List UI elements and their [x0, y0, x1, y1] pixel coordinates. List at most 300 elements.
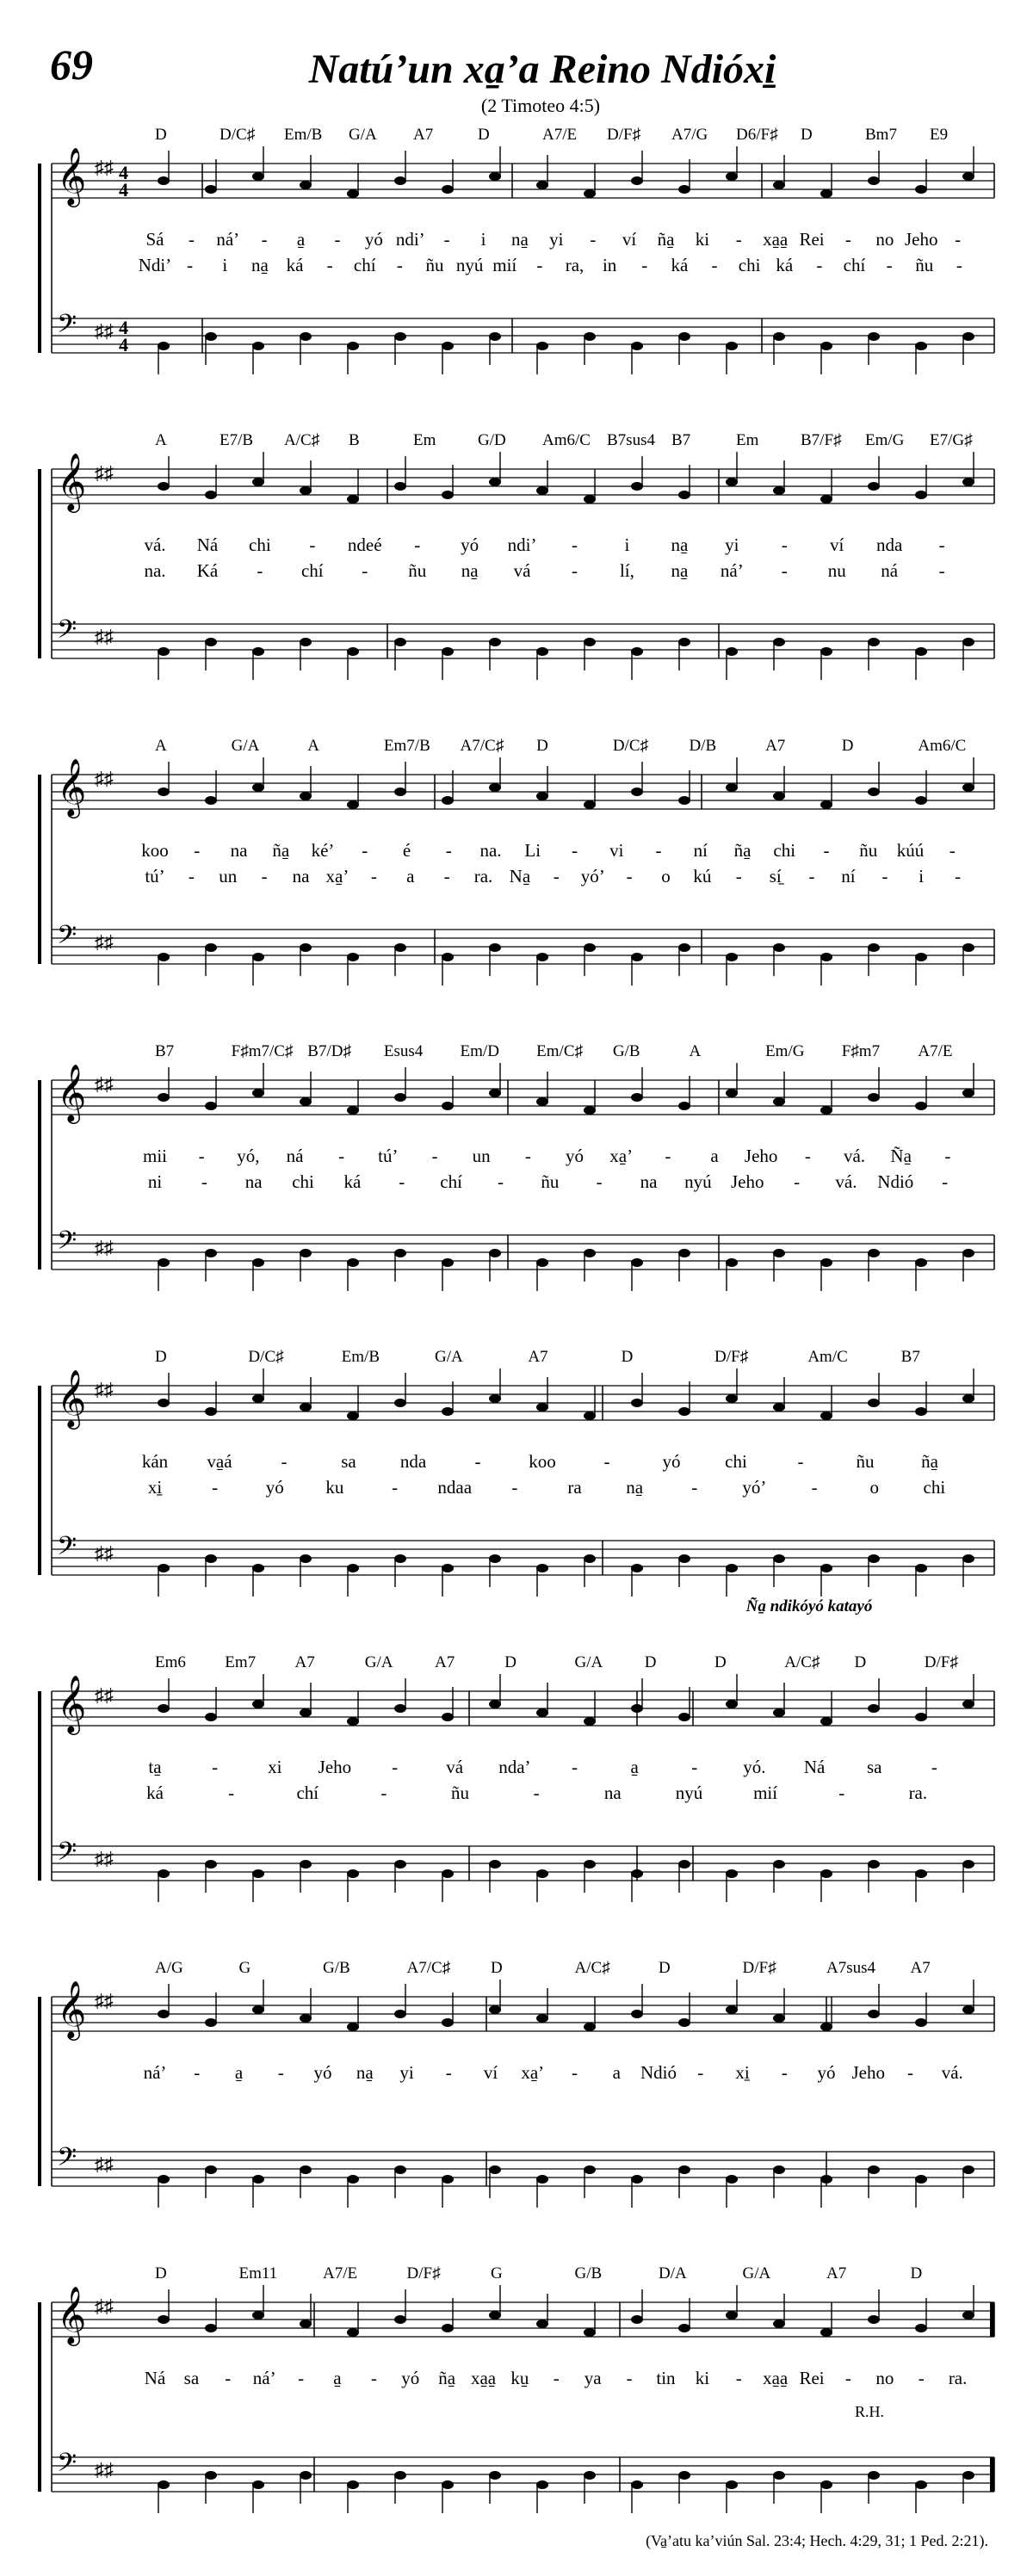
note-head [394, 2315, 406, 2324]
chord-symbol: Em11 [238, 2264, 278, 2283]
chord-symbol: G/A [742, 2264, 771, 2283]
lyric-syllable: na̱ [671, 534, 689, 555]
lyric-syllable: na [292, 866, 310, 886]
lyric-syllable: Ndió [877, 1171, 914, 1192]
lyric-syllable: ví [830, 534, 844, 555]
lyric-syllable: na [640, 1171, 658, 1192]
note-head [347, 800, 359, 809]
note-head [678, 185, 690, 194]
lyric-syllable: - [691, 1477, 698, 1498]
lyric-syllable: ra, [565, 255, 585, 275]
note-head [394, 1704, 406, 1713]
note-head [300, 1097, 312, 1106]
note-head [868, 638, 880, 646]
note-head [158, 788, 170, 796]
lyric-syllable: - [536, 255, 543, 275]
note-head [868, 2471, 880, 2480]
note-head [678, 796, 690, 805]
final-barline [990, 2457, 994, 2492]
lyric-syllable: - [396, 255, 403, 275]
note-head [347, 189, 359, 198]
note-head [394, 788, 406, 796]
note-head [489, 1554, 501, 1563]
lyric-syllable: sa [341, 1451, 356, 1472]
note-head [584, 800, 596, 809]
lyric-syllable: - [399, 1171, 405, 1192]
note-head [205, 2324, 217, 2332]
time-signature-icon: 4 [119, 334, 128, 355]
note-head [726, 783, 738, 792]
note-head [773, 792, 785, 800]
lyric-syllable: a̱ [630, 1757, 639, 1777]
note-head [820, 2328, 832, 2337]
lyric-syllable: ñu [915, 255, 934, 275]
chord-symbol: E9 [930, 126, 949, 144]
chord-symbol: Am6/C [542, 431, 591, 449]
note-head [300, 2014, 312, 2023]
note-head [868, 2165, 880, 2174]
lyric-syllable: na [230, 840, 248, 861]
lyric-syllable: a̱ [296, 229, 306, 250]
chord-symbol: Em/C♯ [536, 1042, 584, 1060]
note-head [678, 2165, 690, 2174]
lyric-syllable: ná’ [216, 229, 240, 250]
chord-symbol: D [491, 1959, 503, 1977]
lyric-syllable: a [612, 2062, 621, 2083]
note-head [442, 2324, 454, 2332]
chord-symbol: Em [736, 431, 759, 449]
chord-symbol: A/G [155, 1959, 183, 1977]
chord-symbol: Em/B [341, 1348, 380, 1366]
lyric-syllable: - [334, 229, 341, 250]
music-systems [40, 126, 994, 2513]
lyric-syllable: ndaa [437, 1477, 473, 1498]
note-head [394, 1860, 406, 1869]
lyric-syllable: sí̱ [769, 866, 782, 886]
note-head [442, 2018, 454, 2027]
lyric-syllable: - [370, 866, 377, 886]
note-head [442, 185, 454, 194]
note-head [158, 1869, 170, 1878]
note-head [536, 647, 548, 656]
chord-symbol: D/C♯ [612, 737, 649, 755]
lyric-syllable: chí [296, 1782, 319, 1803]
lyric-syllable: - [938, 534, 945, 555]
note-head [631, 788, 643, 796]
note-head [631, 342, 643, 350]
lyric-syllable: xa̱a̱ [763, 229, 789, 250]
lyric-syllable: vi [609, 840, 624, 861]
lyric-syllable: nyú [675, 1782, 703, 1803]
note-head [205, 2471, 217, 2480]
lyric-syllable: o [661, 866, 671, 886]
note-head [347, 1564, 359, 1572]
note-head [584, 638, 596, 646]
note-head [726, 2311, 738, 2320]
chord-symbol: B7/D♯ [307, 1042, 351, 1060]
lyric-syllable: kúú [896, 840, 925, 861]
lyric-syllable: - [194, 840, 201, 861]
lyric-syllable: - [362, 560, 368, 581]
note-head [300, 1403, 312, 1412]
chord-symbol: Em/G [765, 1042, 805, 1060]
treble-clef-icon: 𝄞 [57, 1370, 87, 1426]
note-head [394, 2165, 406, 2174]
chord-symbol: Em6 [155, 1653, 186, 1671]
note-head [158, 1258, 170, 1267]
lyric-syllable: yó’ [742, 1477, 767, 1498]
note-head [915, 491, 927, 499]
note-head [631, 953, 643, 961]
note-head [962, 783, 974, 792]
note-head [205, 638, 217, 646]
note-head [205, 332, 217, 341]
note-head [678, 2471, 690, 2480]
key-signature-icon: ♯♯ [95, 768, 114, 789]
final-barline [990, 2302, 994, 2337]
lyric-syllable: nda [399, 1451, 427, 1472]
chord-symbol: A7 [528, 1348, 548, 1366]
lyric-syllable: Li [524, 840, 541, 861]
note-head [962, 2471, 974, 2480]
note-head [205, 1249, 217, 1257]
note-head [489, 2005, 501, 2014]
note-head [158, 647, 170, 656]
note-head [584, 943, 596, 952]
chord-symbol: D [714, 1653, 727, 1671]
note-head [584, 2023, 596, 2031]
chord-symbol: Em [413, 431, 436, 449]
lyric-syllable: xi̱ [735, 2062, 750, 2083]
system-7 [40, 1959, 994, 2208]
note-head [394, 943, 406, 952]
note-head [205, 796, 217, 805]
note-head [962, 2005, 974, 2014]
lyric-syllable: - [445, 2062, 452, 2083]
note-head [252, 1564, 264, 1572]
lyric-syllable: chi [738, 255, 761, 275]
lyric-syllable: - [533, 1782, 540, 1803]
chord-symbol: A/C♯ [574, 1959, 610, 1977]
note-head [962, 1700, 974, 1708]
chord-symbol: Em7 [225, 1653, 257, 1671]
note-head [868, 2315, 880, 2324]
chord-symbol: Em/G [865, 431, 905, 449]
lyric-syllable: - [380, 1782, 387, 1803]
note-head [678, 1102, 690, 1110]
note-head [158, 342, 170, 350]
lyric-syllable: ké’ [311, 840, 335, 861]
chord-symbol: D [155, 1348, 167, 1366]
note-head [915, 1407, 927, 1416]
note-head [962, 1554, 974, 1563]
note-head [726, 647, 738, 656]
chord-symbol: Bm7 [865, 126, 897, 144]
chord-symbol: E7/G♯ [930, 431, 973, 449]
key-signature-icon: ♯♯ [95, 931, 114, 953]
chord-symbol: D6/F♯ [736, 126, 778, 144]
note-head [442, 1407, 454, 1416]
lyric-syllable: ña̱ [272, 840, 290, 861]
bass-clef-icon: 𝄢 [57, 2449, 77, 2483]
lyric-syllable: ra. [473, 866, 493, 886]
lyric-syllable: yó [401, 2368, 420, 2388]
note-head [820, 1717, 832, 1726]
lyric-syllable: - [553, 866, 560, 886]
key-signature-icon: ♯♯ [95, 2153, 114, 2175]
chord-symbol: D/F♯ [742, 1959, 776, 1977]
lyric-syllable: yó [364, 229, 383, 250]
lyric-syllable: - [414, 534, 421, 555]
chord-symbol: E7/B [220, 431, 254, 449]
chord-symbol: D/B [689, 737, 717, 755]
lyric-syllable: - [944, 1146, 951, 1166]
system-5 [40, 1348, 994, 1597]
lyric-syllable: a̱ [234, 2062, 244, 2083]
chord-symbol: A7/E [542, 126, 578, 144]
chord-symbol: G/B [574, 2264, 603, 2283]
note-head [347, 2328, 359, 2337]
chord-symbol: G/B [323, 1959, 350, 1977]
note-head [205, 491, 217, 499]
time-signature-icon: 4 [119, 317, 128, 338]
note-head [252, 783, 264, 792]
lyric-syllable: na̱ [356, 2062, 374, 2083]
lyric-syllable: xa̱a̱ [470, 2368, 497, 2388]
note-head [868, 2010, 880, 2018]
lyric-syllable: i [919, 866, 925, 886]
lyric-syllable: - [918, 2368, 925, 2388]
lyric-syllable: - [907, 2062, 913, 2083]
note-head [868, 943, 880, 952]
lyric-syllable: xa̱’ [609, 1146, 634, 1166]
lyric-syllable: - [572, 560, 578, 581]
lyric-syllable: - [370, 2368, 377, 2388]
lyric-syllable: - [572, 840, 578, 861]
lyric-syllable: vá. [144, 534, 166, 555]
lyric-syllable: - [823, 840, 830, 861]
chord-symbol: D [659, 1959, 671, 1977]
chord-symbol: A7 [413, 126, 434, 144]
lyric-syllable: chi [725, 1451, 747, 1472]
section-label: Ña̱ ndikóyó katayó [745, 1597, 873, 1615]
lyric-syllable: xi̱ [147, 1477, 163, 1498]
lyric-syllable: - [955, 866, 962, 886]
key-signature-icon: ♯♯ [95, 1990, 114, 2011]
lyric-syllable: xa̱’ [325, 866, 349, 886]
note-head [915, 2324, 927, 2332]
lyric-syllable: ta̱ [148, 1757, 162, 1777]
lyric-syllable: no [875, 2368, 894, 2388]
lyric-syllable: na̱ [626, 1477, 644, 1498]
bass-clef-icon: 𝄢 [57, 1838, 77, 1872]
chord-symbol: G [238, 1959, 251, 1977]
note-head [584, 1106, 596, 1115]
chord-symbol: Am6/C [918, 737, 967, 755]
note-head [158, 953, 170, 961]
lyric-syllable: vá [446, 1757, 464, 1777]
note-head [726, 1258, 738, 1267]
note-head [158, 482, 170, 491]
lyric-syllable: nda [875, 534, 903, 555]
lyric-syllable: - [212, 1477, 219, 1498]
lyric-syllable: kú [693, 866, 712, 886]
note-head [820, 189, 832, 198]
note-head [631, 1704, 643, 1713]
note-head [536, 2014, 548, 2023]
lyric-syllable: yó [461, 534, 479, 555]
note-head [678, 1860, 690, 1869]
note-head [584, 2165, 596, 2174]
lyric-syllable: sa [183, 2368, 200, 2388]
lyric-syllable: yó. [743, 1757, 766, 1777]
lyric-syllable: na. [144, 560, 166, 581]
note-head [773, 1708, 785, 1717]
note-head [631, 1399, 643, 1407]
note-head [205, 1554, 217, 1563]
lyric-syllable: ká [146, 1782, 164, 1803]
note-head [820, 1869, 832, 1878]
chord-symbol: G/A [435, 1348, 463, 1366]
note-head [205, 943, 217, 952]
note-head [300, 2320, 312, 2328]
note-head [394, 1249, 406, 1257]
note-head [773, 943, 785, 952]
lyric-syllable: Ká [196, 560, 219, 581]
system-6 [40, 1653, 994, 1902]
note-head [158, 2315, 170, 2324]
time-signature-icon: 4 [119, 179, 128, 201]
chord-symbol: D/F♯ [714, 1348, 749, 1366]
lyric-syllable: - [956, 255, 962, 275]
note-head [868, 1554, 880, 1563]
chord-symbol: D [801, 126, 813, 144]
lyric-syllable: un [472, 1146, 491, 1166]
system-2 [40, 431, 994, 680]
note-head [252, 172, 264, 181]
lyric-syllable: - [443, 229, 450, 250]
lyric-syllable: i [222, 255, 228, 275]
note-head [536, 486, 548, 495]
chord-symbol: G/A [231, 737, 260, 755]
lyric-syllable: - [392, 1757, 399, 1777]
note-head [252, 953, 264, 961]
note-head [252, 1089, 264, 1097]
chord-symbol: D/F♯ [406, 2264, 441, 2283]
lyric-syllable: na [244, 1171, 263, 1192]
note-head [442, 1713, 454, 1721]
note-head [347, 342, 359, 350]
note-head [347, 2023, 359, 2031]
lyric-syllable: ya [584, 2368, 602, 2388]
note-head [726, 478, 738, 486]
lyric-syllable: na. [479, 840, 502, 861]
lyric-syllable: yó [265, 1477, 284, 1498]
lyric-syllable: nda’ [498, 1757, 531, 1777]
lyric-syllable: - [949, 840, 956, 861]
note-head [394, 1554, 406, 1563]
key-signature-icon: ♯♯ [95, 626, 114, 647]
lyric-syllable: ndi’ [395, 229, 425, 250]
note-head [584, 1554, 596, 1563]
note-head [536, 1564, 548, 1572]
note-head [347, 2175, 359, 2184]
note-head [962, 332, 974, 341]
lyric-syllable: ku̱ [510, 2368, 529, 2388]
chord-symbol: A/C♯ [284, 431, 320, 449]
chord-symbol: A7/E [918, 1042, 953, 1060]
hymn-title: Natú’un xa̱’a Reino Ndióxi̱ [308, 46, 776, 92]
note-head [489, 943, 501, 952]
lyric-syllable: Jeho [744, 1146, 778, 1166]
key-signature-icon: ♯♯ [95, 1073, 114, 1095]
note-head [536, 2480, 548, 2489]
note-head [915, 953, 927, 961]
lyric-syllable: ná’ [143, 2062, 167, 2083]
note-head [820, 1412, 832, 1420]
note-head [300, 486, 312, 495]
note-head [489, 783, 501, 792]
note-head [584, 2328, 596, 2337]
note-head [631, 647, 643, 656]
system-8 [40, 2264, 994, 2513]
lyric-syllable: ña̱ [733, 840, 752, 861]
lyric-syllable: chí [440, 1171, 462, 1192]
lyric-syllable: chí [300, 560, 324, 581]
note-head [489, 332, 501, 341]
lyric-syllable: - [261, 229, 268, 250]
lyric-syllable: - [938, 560, 945, 581]
lyric-syllable: ná’ [252, 2368, 276, 2388]
treble-clef-icon: 𝄞 [57, 454, 87, 510]
note-head [584, 332, 596, 341]
lyric-syllable: - [194, 2062, 201, 2083]
note-head [158, 1399, 170, 1407]
lyric-syllable: chi [923, 1477, 946, 1498]
system-3 [40, 737, 994, 985]
lyric-syllable: lí, [619, 560, 634, 581]
note-head [300, 2165, 312, 2174]
note-head [820, 2023, 832, 2031]
note-head [300, 332, 312, 341]
lyric-syllable: yó [817, 2062, 836, 2083]
bass-clef-icon: 𝄢 [57, 1532, 77, 1566]
note-head [394, 1399, 406, 1407]
lyric-syllable: - [844, 229, 851, 250]
lyric-syllable: Jeho [904, 229, 938, 250]
note-head [347, 953, 359, 961]
note-head [915, 647, 927, 656]
lyric-syllable: - [697, 2062, 704, 2083]
lyric-syllable: - [392, 1477, 399, 1498]
chord-symbol: D [621, 1348, 634, 1366]
note-head [868, 1399, 880, 1407]
chord-symbol: D/C♯ [248, 1348, 284, 1366]
chord-symbol: A [155, 431, 167, 449]
note-head [962, 2311, 974, 2320]
note-head [631, 2480, 643, 2489]
note-head [536, 953, 548, 961]
note-head [915, 2480, 927, 2489]
note-head [820, 342, 832, 350]
lyric-syllable: - [228, 1782, 235, 1803]
note-head [489, 1249, 501, 1257]
lyric-syllable: - [188, 866, 195, 886]
lyric-syllable: - [655, 840, 662, 861]
note-head [442, 1102, 454, 1110]
chord-symbol: A7/C♯ [406, 1959, 451, 1977]
key-signature-icon: ♯♯ [95, 2295, 114, 2317]
